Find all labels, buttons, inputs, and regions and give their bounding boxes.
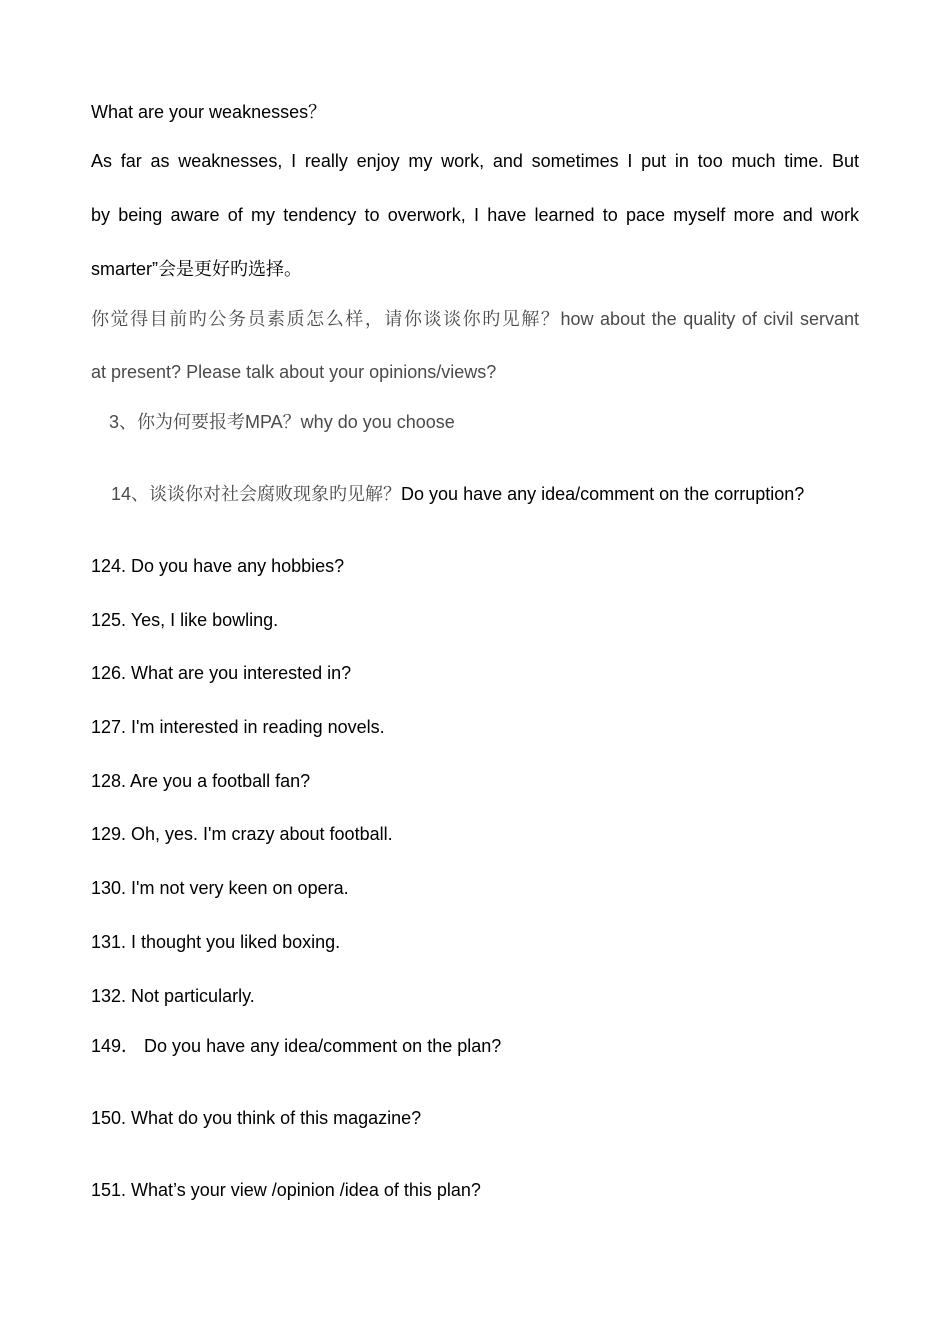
answer-line-3: smarter”会是更好旳选择。 (91, 259, 302, 279)
list-item: 150. What do you think of this magazine? (91, 1108, 422, 1128)
question-corruption-cn: 14、谈谈你对社会腐败现象旳见解？ (111, 484, 402, 504)
list-item: 125. Yes, I like bowling. (91, 610, 279, 630)
list-item: 128. Are you a football fan? (91, 771, 311, 791)
list-item: 130. I'm not very keen on opera. (91, 878, 349, 898)
answer-line-1: As far as weaknesses, I really enjoy my work, and sometimes I put in too much time. But (91, 151, 859, 171)
question-corruption (111, 482, 804, 506)
list-item: 124. Do you have any hobbies? (91, 556, 345, 576)
question-civil-servant-line-1: 你觉得目前旳公务员素质怎么样，请你谈谈你旳见解？how about the quality of civil servant (91, 309, 859, 329)
answer-line-2: by being aware of my tendency to overwork, I have learned to pace myself more and work (91, 205, 859, 225)
question-weaknesses: What are your weaknesses？ (91, 102, 327, 122)
list-item: 127. I'm interested in reading novels. (91, 717, 385, 737)
list-item: 131. I thought you liked boxing. (91, 932, 341, 952)
question-mpa: 3、你为何要报考MPA？why do you choose (109, 412, 455, 432)
list-item: 149． Do you have any idea/comment on the plan? (91, 1036, 502, 1056)
list-item: 132. Not particularly. (91, 986, 255, 1006)
question-civil-servant-line-2: at present? Please talk about your opinions/views? (91, 362, 497, 382)
question-corruption-en: Do you have any idea/comment on the corruption? (401, 484, 805, 504)
list-item: 126. What are you interested in? (91, 663, 352, 683)
list-item: 129. Oh, yes. I'm crazy about football. (91, 824, 393, 844)
list-item: 151. What’s your view /opinion /idea of this plan? (91, 1180, 481, 1200)
